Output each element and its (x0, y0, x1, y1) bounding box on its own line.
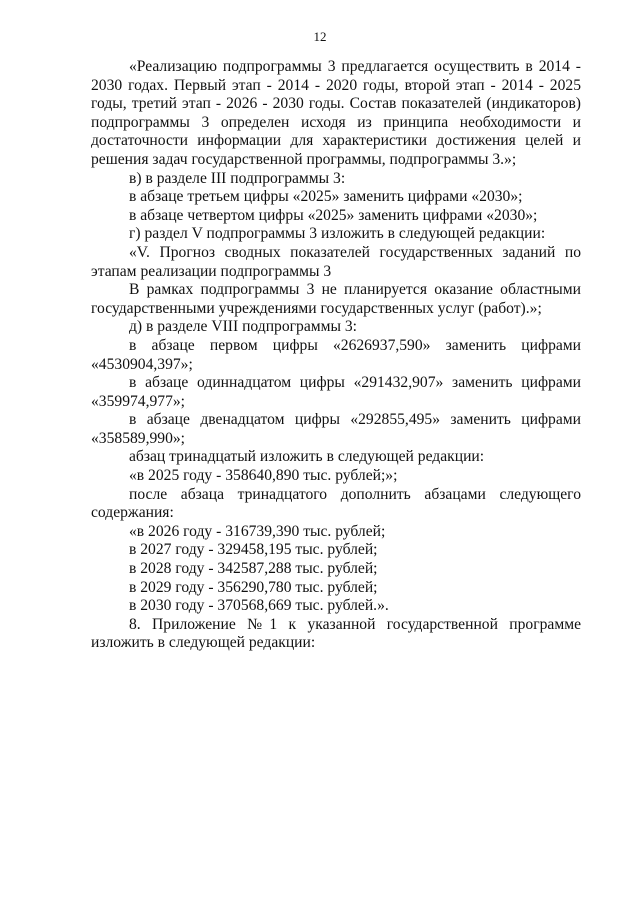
paragraph-add-abzacs: после абзаца тринадцатого дополнить абзацами следующего содержания: (91, 485, 581, 522)
paragraph-year-2028: в 2028 году - 342587,288 тыс. рублей; (129, 560, 378, 578)
paragraph-section-viii: д) в разделе VIII подпрограммы 3: (129, 318, 357, 336)
paragraph-abzac-eleventh: в абзаце одиннадцатом цифры «291432,907» заменить цифрами «359974,977»; (91, 374, 581, 410)
paragraph-year-2025: «в 2025 году - 358640,890 тыс. рублей;»; (129, 467, 398, 485)
paragraph-abzac-fourth: в абзаце четвертом цифры «2025» заменить цифрами «2030»; (129, 206, 538, 224)
paragraph-abzac-first: в абзаце первом цифры «2626937,590» заменить цифрами «4530904,397»; (91, 336, 581, 373)
page-number: 12 (313, 29, 327, 44)
paragraph-no-services: В рамках подпрограммы 3 не планируется оказание областными государственными учреждениями государственных услуг (работ).»; (91, 281, 581, 317)
paragraph-abzac-third: в абзаце третьем цифры «2025» заменить цифрами «2030»; (129, 188, 523, 206)
paragraph-year-2027: в 2027 году - 329458,195 тыс. рублей; (129, 541, 378, 559)
paragraph-implementation-terms: «Реализацию подпрограммы 3 предлагается осуществить в 2014 - 2030 годах. Первый этап - 2014 - 2020 годы, второй этап - 2014 - 2025 годы, третий этап - 2026 - 2030 годы. Состав показателей (индикаторов) подпрограммы 3 определен исходя из принципа необходимости и достаточности информации для характеристики достижения целей и решения задач государственной программы, подпрограммы 3.»; (91, 58, 581, 168)
paragraph-year-2026: «в 2026 году - 316739,390 тыс. рублей; (129, 522, 386, 540)
document-body (91, 58, 581, 653)
paragraph-abzac-twelfth: в абзаце двенадцатом цифры «292855,495» заменить цифрами «358589,990»; (91, 411, 581, 447)
paragraph-abzac-thirteenth: абзац тринадцатый изложить в следующей редакции: (129, 448, 485, 466)
paragraph-year-2029: в 2029 году - 356290,780 тыс. рублей; (129, 578, 378, 596)
paragraph-appendix-1: 8. Приложение №1 к указанной государственной программе изложить в следующей редакции: (91, 615, 581, 652)
paragraph-year-2030: в 2030 году - 370568,669 тыс. рублей.». (129, 597, 389, 615)
paragraph-section-v: г) раздел V подпрограммы 3 изложить в следующей редакции: (129, 225, 546, 243)
paragraph-section-iii: в) в разделе III подпрограммы 3: (129, 169, 346, 187)
paragraph-forecast-title: «V. Прогноз сводных показателей государственных заданий по этапам реализации подпрограммы 3 (91, 243, 581, 280)
